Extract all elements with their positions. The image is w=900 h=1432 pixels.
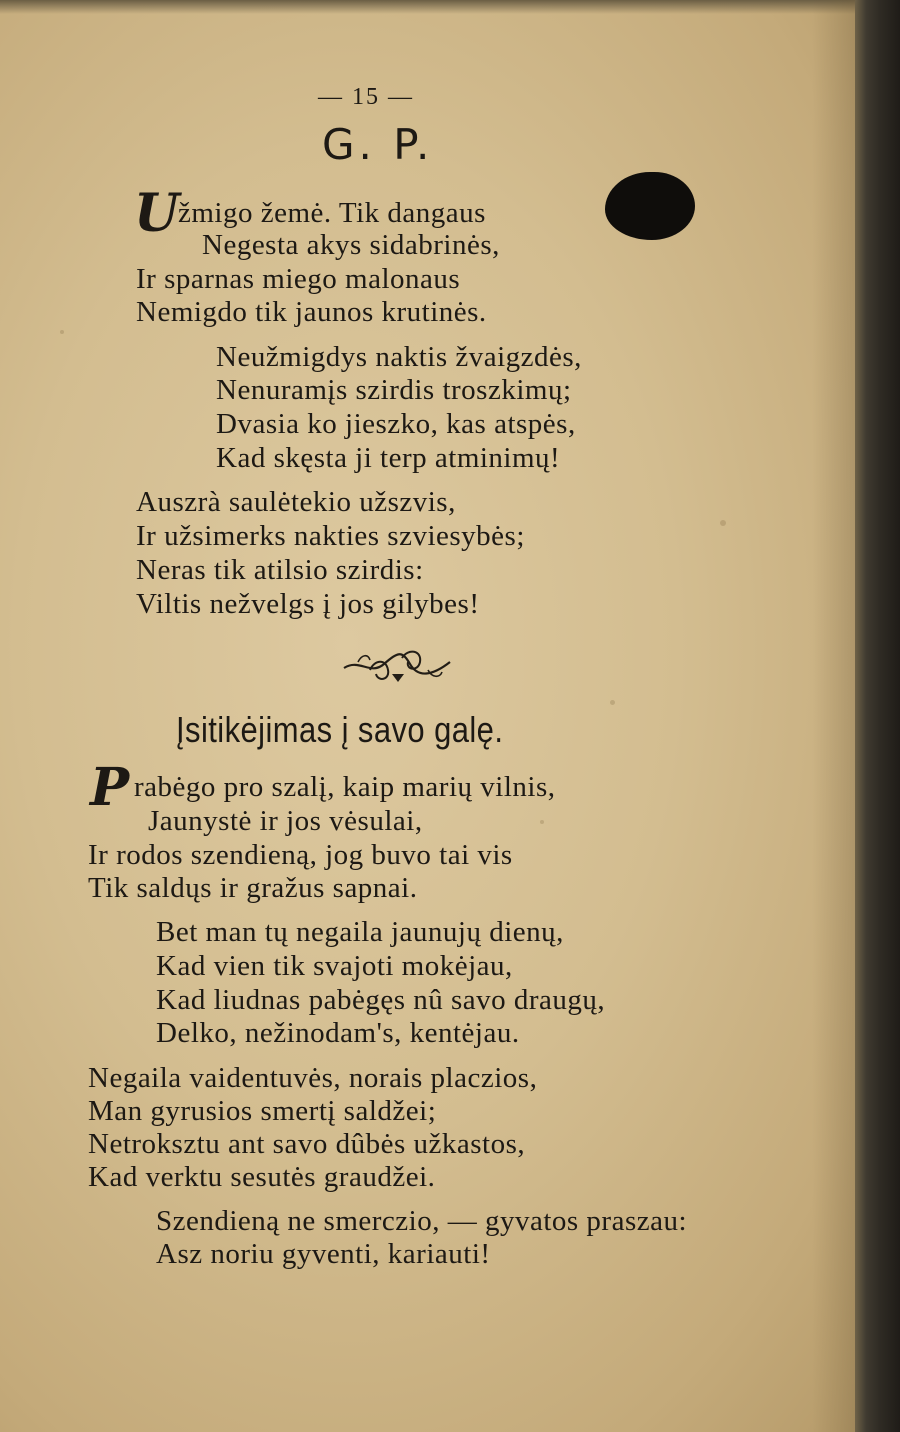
poem-line: Delko, nežinodam's, kentėjau. [156, 1017, 520, 1049]
poem-line: Viltis nežvelgs į jos gilybes! [136, 588, 480, 620]
poem-line: Kad liudnas pabėgęs nû savo draugų, [156, 984, 606, 1016]
poem-line: Dvasia ko jieszko, kas atspės, [216, 408, 576, 440]
poem-line: Kad verktu sesutės graudžei. [88, 1161, 436, 1193]
poem-line: Asz noriu gyventi, kariauti! [156, 1238, 491, 1270]
poem-line: Kad vien tik svajoti mokėjau, [156, 950, 513, 982]
paper-spot [60, 330, 64, 334]
poem-line: Ir sparnas miego malonaus [136, 263, 461, 295]
poem-line: Tik saldųs ir gražus sapnai. [88, 872, 418, 904]
top-shadow [0, 0, 868, 14]
poem-line: Negaila vaidentuvės, norais placzios, [88, 1062, 538, 1094]
poem-line: Negesta akys sidabrinės, [202, 229, 500, 261]
poem-line: Man gyrusios smertį saldžei; [88, 1095, 437, 1127]
poem-line: Ir rodos szendieną, jog buvo tai vis [88, 839, 513, 871]
poem-line: žmigo žemė. Tik dangaus [178, 197, 486, 229]
poem-line: Bet man tų negaila jaunujų dienų, [156, 916, 564, 948]
poem-title: G. P. [322, 120, 434, 169]
poem-title: Įsitikėjimas į savo galę. [176, 709, 504, 750]
page-number: — 15 — [318, 84, 414, 110]
drop-cap-initial: U [134, 183, 180, 244]
ink-blot [605, 172, 695, 240]
paper-spot [610, 700, 615, 705]
poem-line: Jaunystė ir jos vėsulai, [148, 805, 423, 837]
poem-line: Szendieną ne smerczio, — gyvatos praszau: [156, 1205, 688, 1237]
paper-spot [720, 520, 726, 526]
poem-line: Netroksztu ant savo dûbės užkastos, [88, 1128, 526, 1160]
paper-spot [540, 820, 544, 824]
flourish-ornament-icon [340, 640, 455, 690]
poem-line: Neužmigdys naktis žvaigzdės, [216, 341, 582, 373]
poem-line: Ir užsimerks nakties szviesybės; [136, 520, 525, 552]
poem-line: Neras tik atilsio szirdis: [136, 554, 424, 586]
poem-line: rabėgo pro szalį, kaip marių vilnis, [134, 771, 556, 803]
drop-cap-initial: P [90, 757, 130, 818]
poem-line: Nemigdo tik jaunos krutinės. [136, 296, 487, 328]
poem-line: Nenuramįs szirdis troszkimų; [216, 374, 572, 406]
book-spine [855, 0, 900, 1432]
poem-line: Kad skęsta ji terp atminimų! [216, 442, 561, 474]
poem-line: Auszrà saulėtekio užszvis, [136, 486, 456, 518]
